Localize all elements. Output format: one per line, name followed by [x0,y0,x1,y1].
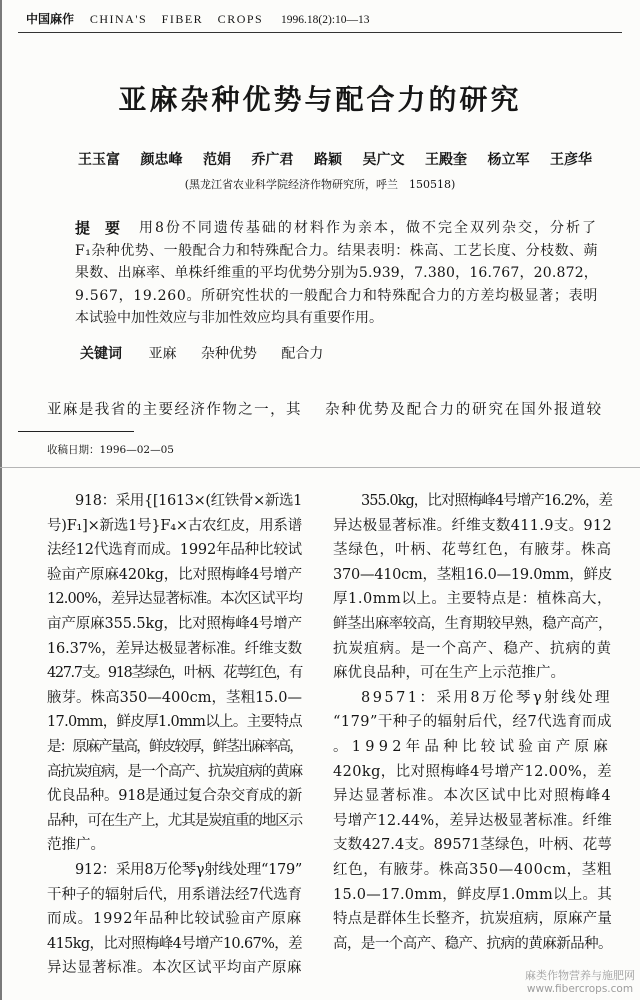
body-line [47,489,302,514]
author-list [78,150,592,170]
affiliation: (黑龙江省农业科学院经济作物研究所，呼兰 150518) [184,178,456,191]
body-line-text: 厚1.0mm以上。主要特点是：植株高大， [333,591,612,608]
body-line [333,686,612,711]
body-line-text: 427.7支。918茎绿色，叶柄、花萼红色，有 [47,665,302,682]
abstract-line-text: 本试验中加性效应与非加性效应均具有重要作用。 [75,310,383,327]
watermark-site-name: 麻类作物营养与施肥网 [525,969,635,982]
body-line [333,637,612,662]
abstract-label: 提 要 [75,219,121,237]
body-line-text: 。1992年品种比较试验亩产原麻 [333,738,612,755]
abstract-line-text: 9.567，19.260。所研究性状的一般配合力和特殊配合力的方差均极显著；表明 [75,287,598,304]
body-line-text: 号增产12.44%，差异达极显著标准。纤维 [333,812,612,829]
author: 杨立军 [487,152,530,168]
body-line [47,809,302,834]
body-line [47,612,302,637]
footnote-rule [18,431,134,432]
body-line [47,907,302,932]
body-line [47,710,302,735]
abstract-line [75,262,598,285]
author: 路颖 [314,152,342,168]
abstract-line-text: 用8份不同遗传基础的材料作为亲本，做不完全双列杂交，分析了 [139,220,598,236]
body-line-text: 420kg，比对照梅峰4号增产12.00%，差 [333,763,612,780]
body-line [333,710,612,735]
running-header [26,12,370,27]
author: 王玉富 [78,152,120,168]
body-line [333,809,612,834]
body-line-text: 是：原麻产量高，鲜皮较厚，鲜茎出麻率高， [47,738,302,755]
abstract-line-text: 果数、出麻率、单株纤维重的平均优势分别为5.939，7.380，16.767，20.872， [75,265,598,282]
body-line-text: 355.0kg，比对照梅峰4号增产16.2%，差 [361,493,612,509]
body-line-text: 特点是群体生长整齐，抗炭疽病，原麻产量 [333,911,612,928]
body-line [333,661,612,686]
body-line [47,637,302,662]
body-line [333,883,612,908]
body-line-text: 415kg，比对照梅峰4号增产10.67%，差 [47,935,302,952]
keywords [80,343,343,365]
author: 乔广君 [251,152,294,168]
body-line-text: 品种，可在生产上，尤其是炭疽重的地区示 [47,812,302,829]
body-line [333,587,612,612]
body-line-text: “179”干种子的辐射后代，经7代选育而成 [333,714,612,731]
body-line [47,514,302,539]
body-line-text: 法经12代选育而成。1992年品种比较试 [47,542,302,559]
journal-name-en: CHINA'S FIBER CROPS [89,12,264,26]
body-line [333,514,612,539]
watermark [525,969,635,996]
scan-edge [0,0,2,1000]
body-line [47,932,302,957]
body-line-text: 支数427.4支。89571茎绿色，叶柄、花萼 [333,837,612,854]
author: 颜忠峰 [140,152,183,168]
body-line [333,833,612,858]
body-line [333,538,612,563]
body-line [47,858,302,883]
body-line-text: 12.00%，差异达显著标准。本次区试平均 [47,591,302,608]
body-line-text: 89571：采用8万伦琴γ射线处理 [361,689,612,706]
body-line [47,538,302,563]
body-line [333,612,612,637]
author: 王彦华 [550,152,592,168]
body-line [47,883,302,908]
body-line-text: 高，是一个高产、稳产、抗病的黄麻新品种。 [333,935,612,952]
keyword: 亚麻 [148,346,177,362]
body-line [333,489,612,514]
body-line [333,858,612,883]
abstract-line [75,285,598,308]
body-line-text: 异达极显著标准。纤维支数411.9支。912 [333,517,612,534]
body-line [47,587,302,612]
varieties-right-column [333,489,612,956]
body-line-text: 抗炭疽病。是一个高产、稳产、抗病的黄 [333,640,612,657]
body-line-text: 号)F₁]×新选1号}F₄×古农红皮，用系谱 [47,517,302,534]
abstract-line [139,217,598,240]
keywords-label: 关键词 [80,346,122,362]
body-line [333,563,612,588]
body-line-text: 16.37%，差异达极显著标准。纤维支数 [47,640,302,657]
header-rule [18,32,622,33]
body-line [47,760,302,785]
body-line-text: 红色，有腋芽。株高350—400cm，茎粗 [333,861,612,878]
paper-title: 亚麻杂种优势与配合力的研究 [118,83,522,116]
keyword: 配合力 [281,346,324,362]
body-line-text: 麻优良品种，可在生产上示范推广。 [333,665,565,682]
received-date: 收稿日期：1996—02—05 [47,444,174,456]
varieties-left-column [47,489,302,981]
body-line-text: 验亩产原麻420kg，比对照梅峰4号增产 [47,566,302,583]
body-line-text: 异达显著标准。本次区试平均亩产原麻 [47,960,302,977]
intro-line-text: 亚麻是我省的主要经济作物之一，其 [47,402,302,418]
section-divider [0,467,640,468]
body-line-text: 干种子的辐射后代，用系谱法经7代选育 [47,886,302,903]
abstract-first-row [75,217,598,240]
body-line-text: 鲜茎出麻率较高，生育期较早熟，稳产高产， [333,615,612,632]
body-line-text: 370—410cm，茎粗16.0—19.0mm，鲜皮 [333,566,612,583]
body-line-text: 优良品种。918是通过复合杂交育成的新 [47,788,302,805]
body-line-text: 912：采用8万伦琴γ射线处理“179” [75,861,302,878]
body-line [47,661,302,686]
watermark-url: www.fibercrops.com [526,983,634,995]
body-line-text: 范推广。 [47,837,105,854]
intro-right-column [325,399,603,421]
body-line [47,686,302,711]
body-line-text: 异达显著标准。本次区试中比对照梅峰4 [333,788,612,805]
body-line-text: 918：采用{[1613×(红铁骨×新选1 [75,493,302,509]
body-line-text: 亩产原麻355.5kg，比对照梅峰4号增产 [47,615,302,632]
journal-name-cn: 中国麻作 [26,12,75,26]
body-line-text: 腋芽。株高350—400cm，茎粗15.0— [47,689,302,706]
author: 范娟 [203,152,231,168]
body-line-text: 17.0mm，鲜皮厚1.0mm以上。主要特点 [47,714,302,731]
abstract-line [75,240,598,263]
author: 吴广文 [362,152,405,168]
body-line [333,784,612,809]
body-line [47,833,302,858]
body-line [47,956,302,981]
body-line [47,735,302,760]
abstract [75,217,598,330]
body-line [333,760,612,785]
body-line-text: 而成。1992年品种比较试验亩产原麻 [47,911,302,928]
abstract-line-text: F₁杂种优势、一般配合力和特殊配合力。结果表明：株高、工艺长度、分枝数、蒴 [75,242,598,259]
body-line-text: 茎绿色，叶柄、花萼红色，有腋芽。株高 [333,542,612,559]
body-line [47,784,302,809]
body-line-text: 高抗炭疽病，是一个高产、抗炭疽病的黄麻 [47,763,302,780]
intro-line [47,399,302,421]
body-line-text: 15.0—17.0mm，鲜皮厚1.0mm以上。其 [333,886,612,903]
body-line [333,907,612,932]
intro-line-text: 杂种优势及配合力的研究在国外报道较 [325,402,603,418]
author: 王殿奎 [425,152,467,168]
intro-line [325,399,603,421]
body-line [333,735,612,760]
keyword: 杂种优势 [200,346,257,362]
body-line [333,932,612,957]
intro-left-column [47,399,302,421]
citation: 1996.18(2):10—13 [281,14,370,26]
abstract-line [75,307,598,330]
body-line [47,563,302,588]
